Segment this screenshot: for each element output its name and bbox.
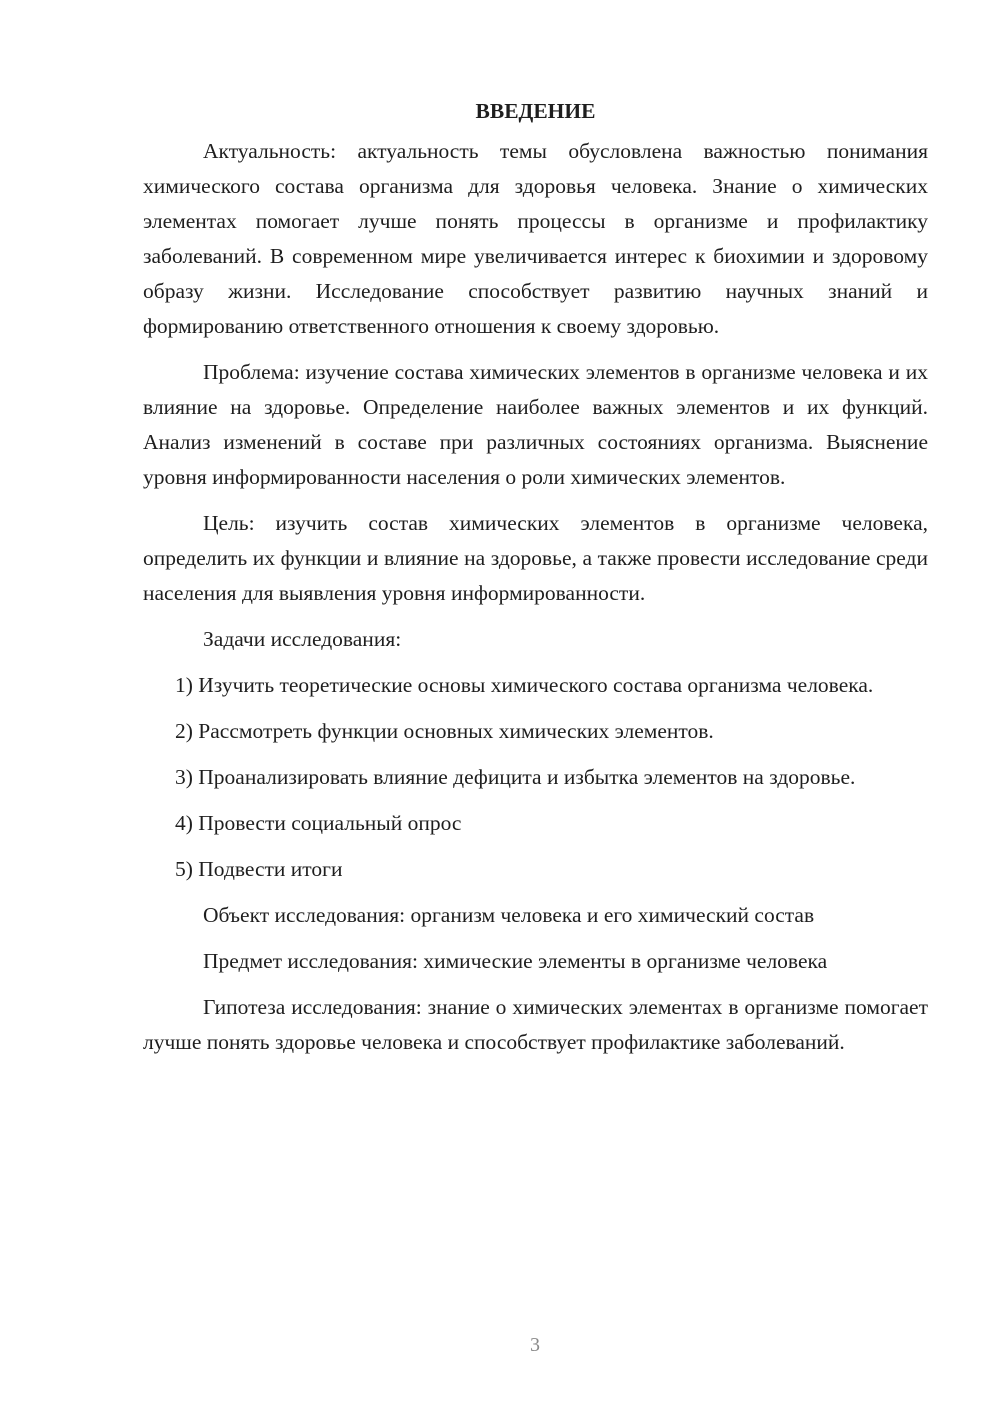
task-item: 5) Подвести итоги (175, 857, 343, 881)
tasks-heading: Задачи исследования: (203, 627, 402, 651)
research-subject-paragraph: Предмет исследования: химические элементы в организме человека (203, 949, 828, 973)
task-item: 4) Провести социальный опрос (175, 811, 462, 835)
page-title: ВВЕДЕНИЕ (475, 99, 596, 123)
problem-paragraph: Проблема: изучение состава химических элементов в организме человека и их влияние на здоровье. Определение наиболее важных элементов и их функций. Анализ изменений в составе при различных состояниях организма. Выяснение уровня информированности населения о роли химических элементов. (143, 360, 928, 489)
page-number: 3 (530, 1334, 540, 1356)
research-object-paragraph: Объект исследования: организм человека и его химический состав (203, 903, 815, 927)
hypothesis-paragraph: Гипотеза исследования: знание о химических элементах в организме помогает лучше понять здоровье человека и способствует профилактике заболеваний. (143, 995, 928, 1054)
task-item: 1) Изучить теоретические основы химического состава организма человека. (175, 673, 874, 697)
document-page (143, 94, 928, 1071)
goal-paragraph: Цель: изучить состав химических элементов в организме человека, определить их функции и влияние на здоровье, а также провести исследование среди населения для выявления уровня информированности. (143, 511, 928, 605)
task-item: 3) Проанализировать влияние дефицита и избытка элементов на здоровье. (175, 765, 856, 789)
relevance-paragraph: Актуальность: актуальность темы обусловлена важностью понимания химического состава организма для здоровья человека. Знание о химических элементах помогает лучше понять процессы в организме и профилактику заболеваний. В современном мире увеличивается интерес к биохимии и здоровому образу жизни. Исследование способствует развитию научных знаний и формированию ответственного отношения к своему здоровью. (143, 139, 928, 338)
task-item: 2) Рассмотреть функции основных химических элементов. (175, 719, 714, 743)
